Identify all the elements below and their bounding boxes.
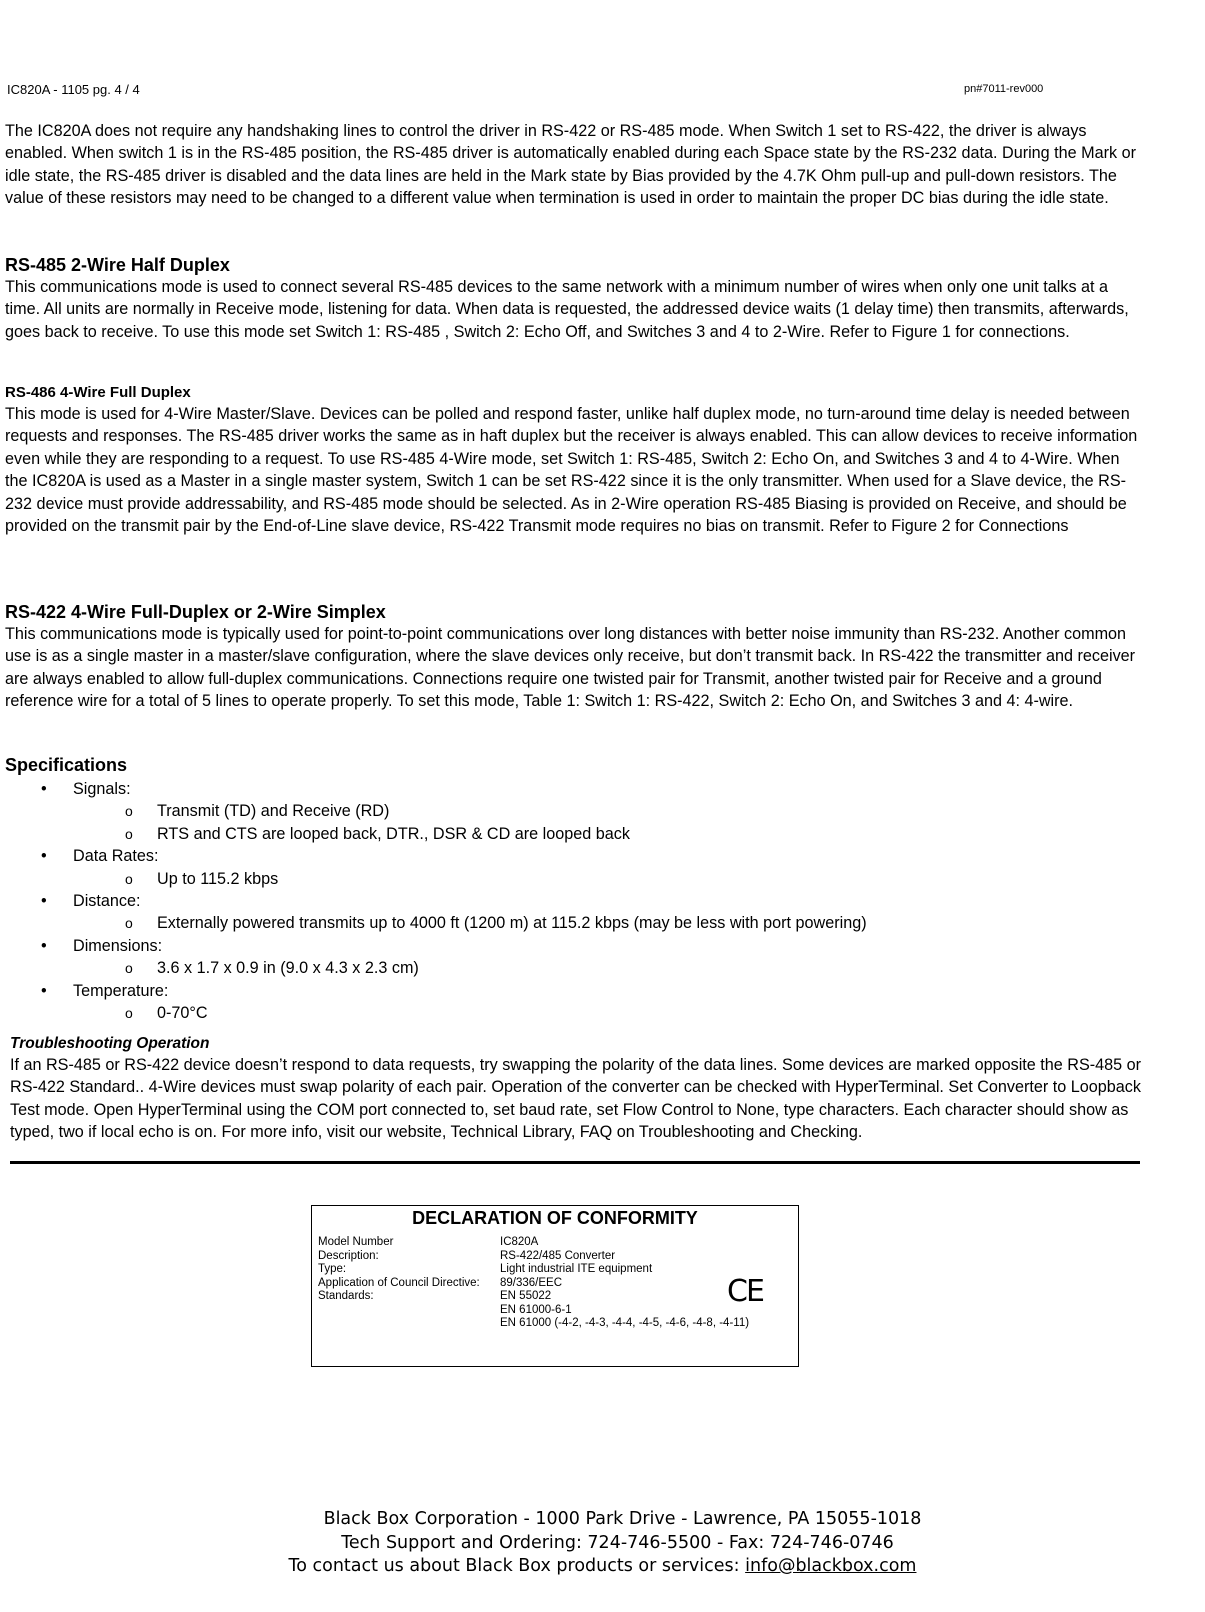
spec-detail: o Up to 115.2 kbps xyxy=(73,868,1145,890)
declaration-row: Model Number IC820A xyxy=(318,1236,539,1248)
footer-phone: Tech Support and Ordering: 724-746-5500 - Fax: 724-746-0746 xyxy=(341,1532,894,1553)
section-full-duplex xyxy=(5,383,1145,537)
declaration-table xyxy=(318,1236,749,1331)
spec-item xyxy=(5,845,1145,890)
spec-label: Signals: xyxy=(73,780,131,798)
declaration-row: Type: Light industrial ITE equipment xyxy=(318,1263,653,1275)
declaration-box xyxy=(311,1205,799,1367)
declaration-title: DECLARATION OF CONFORMITY xyxy=(412,1208,698,1228)
page-footer xyxy=(0,1508,1205,1579)
declaration-row: Standards: EN 55022 xyxy=(318,1290,552,1302)
spec-label: Dimensions: xyxy=(73,936,163,955)
spec-detail: o 3.6 x 1.7 x 0.9 in (9.0 x 4.3 x 2.3 cm) xyxy=(73,957,1145,979)
section-half-duplex xyxy=(5,254,1145,343)
section-body: This mode is used for 4-Wire Master/Slave. Devices can be polled and respond faster, unlike half duplex mode, no turn-around time delay is needed between requests and responses. The RS-485 driver works the same as in haft duplex but the receiver is always enabled. This can allow devices to receive information even while they are responding to a request. To use RS-485 4-Wire mode, set Switch 1: RS-485, Switch 2: Echo On, and Switches 3 and 4 to 4-Wire. When the IC820A is used as a Master in a single master system, Switch 1 can be set RS-422 since it is the only transmitter. When used for a Slave device, the RS-232 device must provide addressability, and RS-485 mode should be selected. As in 2-Wire operation RS-485 Biasing is provided on Receive, and should be provided on the transmit pair by the End-of-Line slave device, RS-422 Transmit mode requires no bias on transmit. Refer to Figure 2 for Connections xyxy=(5,405,1138,536)
spec-label: Data Rates: xyxy=(73,847,159,866)
spec-detail: o Externally powered transmits up to 4000 ft (1200 m) at 115.2 kbps (may be less with port powering) xyxy=(73,912,1145,934)
spec-label: Distance: xyxy=(73,892,141,911)
spec-detail: o 0-70°C xyxy=(73,1002,1145,1024)
section-specifications xyxy=(5,754,1145,1024)
spec-detail: o RTS and CTS are looped back, DTR., DSR & CD are looped back xyxy=(73,823,1145,845)
declaration-row: Application of Council Directive: 89/336/EEC xyxy=(318,1276,563,1289)
spec-item xyxy=(5,778,1145,845)
doc-id: IC820A - 1105 pg. 4 / 4 xyxy=(7,82,140,97)
declaration-row: Description: RS-422/485 Converter xyxy=(318,1249,616,1262)
spec-detail: o Transmit (TD) and Receive (RD) xyxy=(73,800,1145,822)
section-body: This communications mode is used to connect several RS-485 devices to the same network with a minimum number of wires when only one unit talks at a time. All units are normally in Receive mode, listening for data. When data is requested, the addressed device waits (1 delay time) then transmits, afterwards, goes back to receive. To use this mode set Switch 1: RS-485 , Switch 2: Echo Off, and Switches 3 and 4 to 2-Wire. Refer to Figure 1 for connections. xyxy=(5,278,1129,341)
footer-contact: To contact us about Black Box products or services: info@blackbox.com xyxy=(288,1556,917,1576)
footer-address: Black Box Corporation - 1000 Park Drive - Lawrence, PA 15055-1018 xyxy=(323,1509,922,1529)
spec-label: Temperature: xyxy=(73,981,169,1000)
spec-item xyxy=(5,980,1145,1025)
section-heading: RS-486 4-Wire Full Duplex xyxy=(5,384,191,401)
ce-mark-icon: CE xyxy=(727,1274,763,1309)
declaration-row: EN 61000 (-4-2, -4-3, -4-4, -4-5, -4-6, -4-8, -4-11) xyxy=(500,1317,750,1329)
email-link[interactable]: info@blackbox.com xyxy=(745,1556,917,1576)
spec-item xyxy=(5,935,1145,980)
section-rs422 xyxy=(5,601,1145,713)
section-heading: RS-422 4-Wire Full-Duplex or 2-Wire Simplex xyxy=(5,602,386,622)
section-heading: RS-485 2-Wire Half Duplex xyxy=(5,255,230,275)
section-heading: Specifications xyxy=(5,755,128,775)
section-body: This communications mode is typically used for point-to-point communications over long distances with better noise immunity than RS-232. Another common use is as a single master in a master/slave configuration, where the slave devices only receive, but don’t transmit back. In RS-422 the transmitter and receiver are always enabled to allow full-duplex communications. Connections require one twisted pair for Transmit, another twisted pair for Receive and a ground reference wire for a total of 5 lines to operate properly. To set this mode, Table 1: Switch 1: RS-422, Switch 2: Echo On, and Switches 3 and 4: 4-wire. xyxy=(5,625,1136,711)
intro-paragraph: The IC820A does not require any handshaking lines to control the driver in RS-422 or RS-485 mode. When Switch 1 set to RS-422, the driver is always enabled. When switch 1 is in the RS-485 position, the RS-485 driver is automatically enabled during each Space state by the RS-232 data. During the Mark or idle state, the RS-485 driver is disabled and the data lines are held in the Mark state by Bias provided by the 4.7K Ohm pull-up and pull-down resistors. The value of these resistors may need to be changed to a different value when termination is used in order to maintain the proper DC bias during the idle state. xyxy=(5,122,1137,208)
page-header xyxy=(7,82,1205,102)
declaration-row: EN 61000-6-1 xyxy=(500,1303,572,1316)
section-heading: Troubleshooting Operation xyxy=(10,1035,210,1052)
part-number: pn#7011-rev000 xyxy=(964,83,1044,95)
divider xyxy=(10,1161,1140,1164)
spec-item xyxy=(5,890,1145,935)
section-troubleshooting xyxy=(10,1034,1145,1144)
section-body: If an RS-485 or RS-422 device doesn’t respond to data requests, try swapping the polarity of the data lines. Some devices are marked opposite the RS-485 or RS-422 Standard.. 4-Wire devices must swap polarity of each pair. Operation of the converter can be checked with HyperTerminal. Set Converter to Loopback Test mode. Open HyperTerminal using the COM port connected to, set baud rate, set Flow Control to None, type characters. Each character should show as typed, two if local echo is on. For more info, visit our website, Technical Library, FAQ on Troubleshooting and Checking. xyxy=(10,1056,1142,1142)
spec-list xyxy=(5,778,1145,1024)
